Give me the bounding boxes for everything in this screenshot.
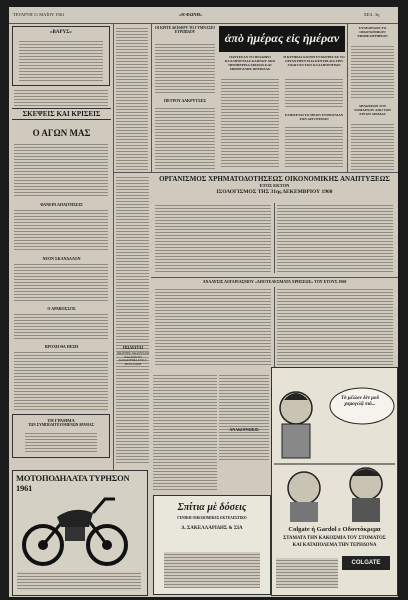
houses-ad xyxy=(153,495,271,595)
banner-left-text: ΠΑΤΧΕΣΑΝ ΤΟ ΦΙΛΑΘΡΟ ΚΑΛΛΙΕΡΓΕΙΑΣ ΚΑΠΝΟΥ ΑΠΟ ΠΕΡΙΦΕΡΕΙΑ ΔΡΑΜΑΣ ΚΑΙ ΜΗΟΡΓΑΝΗΣ ΠΕΡΙΟΔΑΣ xyxy=(224,55,276,71)
sales-title: ΠΩΛΕΙΤΑΙ xyxy=(122,345,144,350)
notice-box xyxy=(12,414,110,458)
results-statement xyxy=(153,279,396,369)
subhead-3: Ο ΑΡΑΒΟΣΣΟΣ xyxy=(47,306,76,311)
colgate-slogan: Colgate ή Gardol ε Οδοντόκρεμα xyxy=(288,526,381,533)
header-masthead: «Η ΦΩΝΗ» xyxy=(179,12,203,17)
banner-right-text: Η ΚΡΥΦΑΙΑ ΚΟΙΝΗ ΣΥΣΚΕΨΙΣ ΕΣ ΤΟ ΟΡΓΑΝΥΦΕΥΤΑΙΑ ΚΕΝΤΡΑ ΔΙΑ ΤΗΝ ΑΝΩΓΓΑΝ ΤΩΝ ΚΑΛΛΙΕΡΓΗΤΩΝ xyxy=(283,55,345,67)
page-header xyxy=(9,7,398,24)
colgate-ad xyxy=(271,367,398,596)
middle-box-label: ΠΕΤΡΟΥ ΔΑΚΡΥΤΣΕΣ xyxy=(164,98,206,103)
section-heading: ΣΚΕΨΕΙΣ ΚΑΙ ΚΡΙΣΕΙΣ xyxy=(12,108,111,120)
masthead-box xyxy=(12,26,110,86)
banner-right-sub: ΕΛΠΙΖΕΤΑΙ ΤΟ ΜΕΟΝ ΕΥΜΕΟΝΙΑΝ ΤΩΝ ΑΡΓΟΤΕΡΩΝ xyxy=(284,113,344,121)
motorbike-ad-title: ΜΟΤΟΠΟΔΗΛΑΤΑ ΤΥΡΗΣΟΝ 1961 xyxy=(16,473,130,493)
middle-top-title: ΟΙ ΚΡΙΤΕ ΔΕΙΑΦΡΥ ΤΟ ΓΥΜΝΑΣΙΟ ΕΥΡΙΠΙΔΟΥ xyxy=(155,26,215,35)
header-page-number: ΣΕΛ. 3η xyxy=(364,12,380,17)
announce-box xyxy=(219,427,269,487)
houses-ad-company: Δ. ΣΑΚΕΛΛΑΡΙΔΗΣ & ΣΙΑ xyxy=(181,526,243,531)
org-subtitle: ΕΤΟΣ ΕΚΤΟΝ xyxy=(259,183,290,188)
subhead-2: ΝΕΟΝ ΣΚΑΝΔΑΛΟΝ xyxy=(42,256,81,261)
balance-sheet xyxy=(153,175,396,275)
masthead-title: «ΒΑΡΥΣ» xyxy=(50,30,72,35)
notice-heading: ΤΗ ΓΡΑΜΜΑ xyxy=(47,418,75,423)
colgate-illustration xyxy=(274,372,395,522)
org-title: ΟΡΓΑΝΙΣΜΟΣ ΧΡΗΜΑΤΟΔΟΤΗΣΕΩΣ ΟΙΚΟΝΟΜΙΚΗΣ ΑΝΑΠΤΥΞΕΩΣ xyxy=(159,175,390,183)
sales-ad xyxy=(116,345,150,465)
houses-ad-sub: ΓΕΝΙΚΗ ΟΙΚΟΔΟΜΙΚΕΣ ΕΚΤΕΛΕΣΤΙΚΟ xyxy=(177,516,247,520)
subhead-1: ΦΑΝΕΡΑ ΑΠΑΙΤΗΣΕΙΣ xyxy=(40,202,83,207)
results-title: ΑΝΑΛΥΣΙΣ ΛΟΓΑΡΙΑΣΜΟΥ «ΑΠΟΤΕΛΕΣΜΑΤΑ ΧΡΗΣΕΩΣ» ΤΟΥ ΕΤΟΥΣ 1960 xyxy=(202,279,347,284)
subhead-4: ΒΡΟΧΗ ΘΑ ΠΕΣΗ xyxy=(44,344,79,349)
announce-title: ΑΝΑΚΟΙΝΩΣΙΣ xyxy=(229,427,259,432)
article-title: Ο ΑΓΩΝ ΜΑΣ xyxy=(32,128,91,138)
right-sub: ΔΗΛΩΣΕΩΝ ΤΟΥ ΝΟΜΑΡΧΟΥ ΑΠΟ ΤΩΝ ΕΡΓΩΝ ΔΡΑΜΑΣ xyxy=(354,104,391,116)
newspaper-page xyxy=(9,7,398,597)
header-date: ΤΕΤΑΡΤΗ 11 ΜΑΪΟΥ 1961 xyxy=(13,12,65,17)
motorbike-ad xyxy=(12,470,148,596)
houses-ad-title: Σπίτια μὲ δόσεις xyxy=(177,502,247,513)
banner-title: ἀπὸ ἡμέρας εἰς ἡμέραν xyxy=(224,31,340,45)
colgate-sub-1: ΣΤΑΜΑΤΑ ΤΗΝ ΚΑΚΟΣΜΙΑ ΤΟΥ ΣΤΟΜΑΤΟΣ xyxy=(283,536,386,541)
colgate-speech-bubble: Τὸ μέλλον δὲν μοῦ χαμογελᾷ πιά... xyxy=(341,396,379,407)
sales-text: ΠΩΛΗΤΕΣ ΠΩΛΟΥΝΤΑΙ ΚΑΙ ΑΠΟ ΤΟ ΚΑΤΑΣΤΗΜΑ ΣΥΡ. Γ. ΜΙΧΑΛΑΚΗ xyxy=(116,351,150,366)
motorbike-illustration xyxy=(19,487,131,569)
balance-title: ΙΣΟΛΟΓΙΣΜΟΣ ΤΗΣ 31ης ΔΕΚΕΜΒΡΙΟΥ 1960 xyxy=(216,189,333,195)
colgate-sub-2: ΚΑΙ ΚΑΤΑΠΟΛΕΜΑ ΤΗΝ ΤΕΡΗΔΟΝΑ xyxy=(292,543,377,548)
notice-sub: ΤΩΝ ΣΥΜΠΟΛΙΤΕΥΟΜΕΝΩΝ ΔΡΑΜΑΣ xyxy=(28,423,94,427)
colgate-brand-badge: COLGATE xyxy=(342,556,390,570)
banner-title-box xyxy=(219,26,345,52)
right-heading: ΣΥΝΕΔΡΙΑΣΕ ΤΟ ΟΙΚΟΝΟΜΙΚΟΝ ΕΠΙΜΕΛΗΤΗΡΙΟΝ xyxy=(357,26,388,38)
